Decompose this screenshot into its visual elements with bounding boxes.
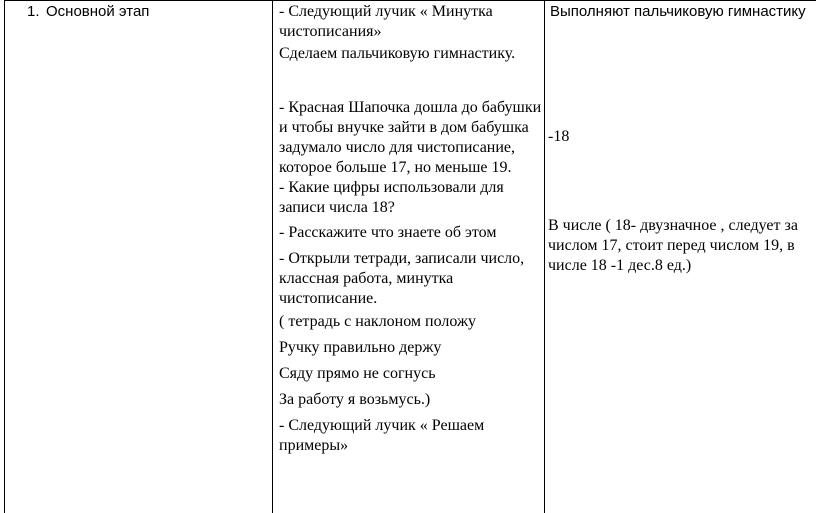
teacher-text-5 bbox=[279, 223, 497, 243]
text-line: Выполняют пальчиковую гимнастику bbox=[550, 3, 806, 20]
text-line: записи числа 18? bbox=[279, 199, 395, 216]
stage-number: 1. bbox=[27, 3, 40, 20]
text-line: - Расскажите что знаете об этом bbox=[279, 224, 497, 241]
text-line: чистописания» bbox=[279, 23, 382, 40]
text-line: - Какие цифры использовали для bbox=[279, 179, 504, 196]
table-top-border bbox=[4, 0, 816, 1]
text-line: и чтобы внучке зайти в дом бабушка bbox=[279, 119, 529, 136]
text-line: - Открыли тетради, записали число, bbox=[279, 250, 525, 267]
text-line: - Следующий лучик « Минутка bbox=[279, 3, 493, 20]
stage-title: Основной этап bbox=[46, 3, 150, 20]
teacher-text-7 bbox=[279, 312, 476, 332]
text-line: - Следующий лучик « Решаем bbox=[279, 417, 485, 434]
teacher-text-3 bbox=[279, 98, 541, 178]
text-line: классная работа, минутка bbox=[279, 270, 454, 287]
teacher-text-4 bbox=[279, 178, 504, 218]
teacher-text-11 bbox=[279, 416, 484, 456]
teacher-text-6 bbox=[279, 249, 524, 309]
text-line: -18 bbox=[548, 128, 570, 145]
text-line: задумало число для чистописание, bbox=[279, 139, 516, 156]
column-divider-2 bbox=[544, 0, 545, 513]
text-line: чистописание. bbox=[279, 290, 378, 307]
teacher-text-8 bbox=[279, 338, 441, 358]
teacher-text-2 bbox=[279, 44, 515, 64]
teacher-text-9 bbox=[279, 364, 436, 384]
text-line: Ручку правильно держу bbox=[279, 339, 442, 356]
text-line: - Красная Шапочка дошла до бабушки bbox=[279, 99, 542, 116]
teacher-text-1 bbox=[279, 2, 493, 42]
text-line: числе 18 -1 дес.8 ед.) bbox=[548, 257, 692, 274]
column-divider-1 bbox=[272, 0, 273, 513]
text-line: В числе ( 18- двузначное , следует за bbox=[548, 217, 798, 234]
text-line: За работу я возьмусь.) bbox=[279, 391, 431, 408]
text-line: Сделаем пальчиковую гимнастику. bbox=[279, 45, 516, 62]
text-line: Сяду прямо не согнусь bbox=[279, 365, 436, 382]
text-line: ( тетрадь с наклоном положу bbox=[279, 313, 477, 330]
teacher-text-10 bbox=[279, 390, 430, 410]
text-line: примеры» bbox=[279, 437, 349, 454]
text-line: которое больше 17, но меньше 19. bbox=[279, 159, 512, 176]
student-answer-1 bbox=[548, 127, 569, 147]
text-line: числом 17, стоит перед числом 19, в bbox=[548, 237, 795, 254]
student-answer-2 bbox=[548, 216, 798, 276]
student-activity-1 bbox=[550, 3, 806, 21]
table-left-border bbox=[4, 0, 5, 513]
